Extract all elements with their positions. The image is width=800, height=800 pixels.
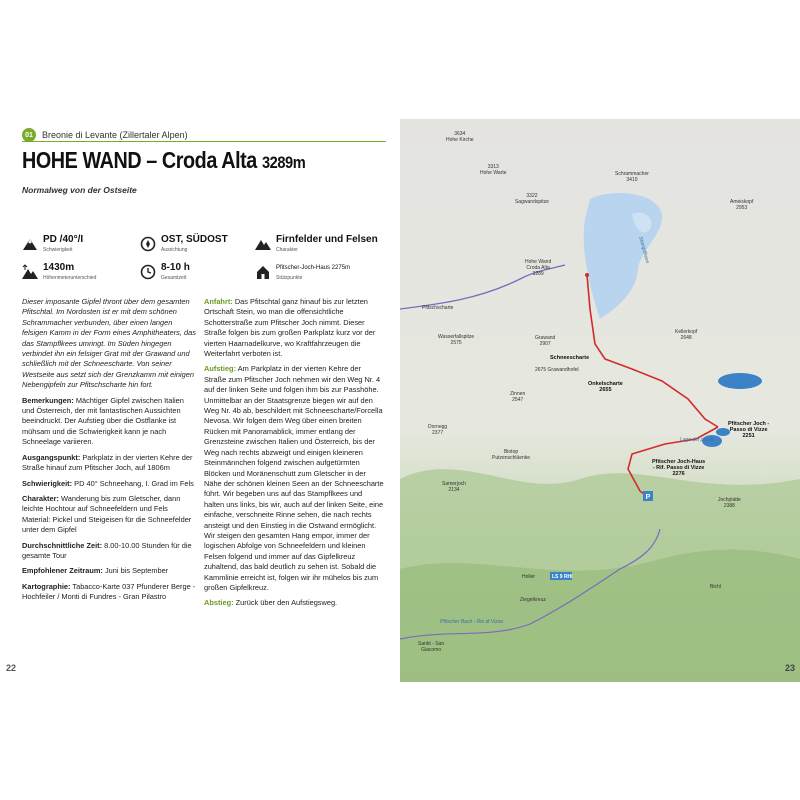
label-hohe-kirche: 3634 Hohe Kirche — [446, 131, 474, 143]
approach-label: Anfahrt: — [204, 297, 233, 306]
descent-text: Zurück über den Aufstiegsweg. — [235, 598, 338, 608]
info-hut — [255, 263, 350, 281]
intro-text: Dieser imposante Gipfel thront über dem gesamten Pfitschtal. Im Nordosten ist er mit dem schönen Schrammacher verbunden, über einen langen felsigen Kamm in der Form eines Amphitheaters, das das Stampflkees umringt. Im Süden hingegen verbindet ihn ein felsiger Grat mit der Grawand und schließlich mit der Schneescharte. Von seiner Westseite aus setzt sich der Grenzkamm mit einigen Nebengipfeln zur Pfitschscharte hin fort. — [22, 297, 196, 390]
label-pfitschscharte: Pfitschscharte — [422, 305, 454, 311]
remarks-text: Mächtiger Gipfel zwischen Italien und Österreich, der mit fantastischen Aussichten beeindruckt. Der Aufstieg über die Ostflanke ist mühsam und die Schwierigkeit kann je nach Schneelage variieren. — [22, 395, 184, 447]
label-road-number: LS 9 RHI — [552, 574, 573, 580]
parking-letter: P — [645, 494, 651, 501]
character-label: Charakter — [276, 247, 298, 253]
descent-label: Abstieg: — [204, 598, 234, 608]
character-text-label: Charakter: — [22, 493, 59, 503]
time-label: Gesamtzeit — [161, 275, 187, 281]
label-grawand: Grawand 2907 — [535, 335, 556, 347]
label-sagwandspitze: 3322 Sagwandspitze — [515, 193, 549, 205]
remarks-paragraph — [22, 396, 198, 448]
label-schneescharte: Schneescharte — [550, 355, 590, 361]
character-value: Firnfelder und Felsen — [276, 234, 378, 245]
region-header — [22, 128, 188, 142]
elevation-value: 1430m — [43, 262, 75, 273]
page-number-left: 22 — [6, 663, 17, 673]
label-hohe-wand: Hohe Wand Croda Alta 3289 — [525, 259, 552, 277]
period-paragraph — [22, 566, 198, 576]
label-biotop: Biotop Putzenschlüenke — [492, 449, 531, 461]
maps-label: Kartographie: — [22, 581, 71, 591]
label-dornegg: Dornegg 2377 — [428, 424, 448, 436]
label-hohe-warte: 3313 Hohe Warte — [480, 164, 507, 176]
label-onkelscharte: Onkelscharte 2655 — [588, 381, 623, 393]
ascent-text: Am Parkplatz in der vierten Kehre der Straße zum Pfitscher Joch nehmen wir den Weg Nr. 4 auf der linken Seite und folgen ihm bis zur Passhöhe. Unmittelbar an der Staatsgrenze biegen wir auf den Weg Nr. 4b ab, beschildert mit Schneescharte/Forcella Nevosa. Wir folgen dem Weg über einen breiten Rücken mit Panoramablick, immer entlang der Grenzsteine zwischen Italien und Österreich, bis der Weg nach rechts abzweigt und einigen kleineren Steinmännchen folgend zwischen aufgetürmten Blöcken und Moränenschutt zum Gletscher in der Nähe der schönen kleinen Seen an der Schneescharte führt. Wir begeben uns auf das Stampflkees und halten uns links, bis wir, auch auf der linken Seite, eine einfache, verschneite Rinne sehen, die nach rechts ansteigt und den Einstieg in die Ostwand ermöglicht. Wir steigen den gesamten Hang empor, immer der logischen Abfolge von Schneefeldern und kleinen Felsen folgend und immer auf das Gipfelkreuz zuhaltend, das bald deutlich zu sehen ist. Sobald die Kammlinie erreicht ist, folgen wir ihr mühelos bis zum großen Gipfelkreuz. — [204, 364, 384, 592]
difficulty-label: Schwierigkeit — [43, 247, 73, 253]
character-paragraph — [22, 494, 198, 536]
info-elevation — [22, 263, 96, 281]
time-value: 8-10 h — [161, 262, 190, 273]
info-difficulty — [22, 235, 83, 253]
approach-text: Das Pfitschtal ganz hinauf bis zur letzten Ortschaft Stein, wo man die offensichtliche Schotterstraße zum Pfitscher Joch nimmt. Dieser Straße folgen bis zum großen Parkplatz kurz vor der vierten Haarnadelkurve, wo Kraftfahrzeugen die Weiterfahrt verboten ist. — [204, 297, 376, 359]
info-grid — [22, 235, 386, 295]
difficulty-value: PD /40°/I — [43, 234, 84, 245]
page-subtitle: Normalweg von der Ostseite — [22, 185, 137, 195]
label-ameiskopf: Ameiskopf 2953 — [730, 199, 754, 211]
ascent-paragraph — [204, 364, 384, 593]
header-rule — [22, 141, 386, 142]
aspect-label: Ausrichtung — [161, 247, 188, 253]
page-title — [22, 147, 305, 174]
left-column — [22, 297, 198, 608]
period-text: Juni bis September — [104, 566, 169, 576]
label-grawandkofel: 2675 Grawandhofel — [535, 367, 579, 373]
route-number-badge: 01 — [22, 128, 36, 142]
label-bichl: Bichl — [710, 584, 721, 590]
label-stein: Sankt - San Giacomo — [418, 641, 445, 653]
lake-1 — [718, 373, 762, 389]
clock-icon — [140, 264, 156, 280]
approach-paragraph — [204, 297, 384, 359]
grade-label: Schwierigkeit: — [22, 478, 73, 488]
difficulty-icon — [22, 236, 38, 252]
label-wasserfallspitz: Wasserfallspitze 2575 — [438, 334, 475, 346]
hut-icon — [255, 264, 271, 280]
aspect-value: OST, SÜDOST — [161, 234, 228, 245]
maps-paragraph — [22, 582, 198, 603]
start-text: Parkplatz in der vierten Kehre der Straße hinauf zum Pfitscher Joch, auf 1806m — [22, 452, 193, 473]
label-river: Pfitscher Bach - Rio di Vizze — [440, 619, 503, 625]
compass-icon — [140, 236, 156, 252]
period-label: Empfohlener Zeitraum: — [22, 566, 103, 576]
duration-text: 8.00-10.00 Stunden für die gesamte Tour — [22, 540, 192, 560]
label-zinnen: Zinnen 2547 — [510, 391, 526, 403]
label-kellerkopf: Kellerkopf 2648 — [675, 329, 698, 341]
duration-label: Durchschnittliche Zeit: — [22, 540, 103, 550]
hut-label: Stützpunkte — [276, 275, 303, 281]
grade-paragraph — [22, 479, 198, 489]
region-name: Breonie di Levante (Zillertaler Alpen) — [42, 130, 188, 140]
remarks-label: Bemerkungen: — [22, 395, 74, 405]
info-aspect — [140, 235, 228, 253]
info-time — [140, 263, 190, 281]
page-number-right: 23 — [785, 663, 796, 673]
grade-text: PD 40° Schneehang, I. Grad im Fels — [74, 478, 194, 488]
title-altitude: 3289m — [261, 153, 306, 172]
label-pfitscher-haus: Pfitscher Joch-Haus - Rif. Passo di Vizze 2276 — [652, 459, 706, 477]
duration-paragraph — [22, 541, 198, 562]
elevation-icon — [22, 264, 38, 280]
start-paragraph — [22, 453, 198, 474]
info-character — [255, 235, 378, 253]
maps-text: Tabacco-Karte 037 Pfunderer Berge - Hochfeiler / Monti di Fundres - Gran Pilastro — [22, 581, 196, 602]
label-lago: Lago del passo — [680, 437, 714, 443]
label-jochplatte: Jochplatte 2388 — [718, 497, 741, 509]
label-holler: Holler — [522, 574, 536, 580]
elevation-label: Höhenmeterunterschied — [43, 275, 97, 281]
label-stampflkees: Stampflkees — [637, 235, 651, 265]
label-samerjoch: Samerjoch 2134 — [442, 481, 466, 493]
descent-paragraph — [204, 598, 384, 608]
character-text: Wanderung bis zum Gletscher, dann leichte Hochtour auf Schneefeldern und Fels Material: Pickel und Steigeisen für die Schneefelder unter dem Gipfel — [22, 493, 192, 535]
hut-value: Pfitscher-Joch-Haus 2275m — [276, 265, 351, 271]
label-ziegelkreuz: Ziegelkreuz — [520, 597, 546, 603]
summit-marker — [585, 273, 589, 277]
title-text: HOHE WAND – Croda Alta — [22, 147, 257, 173]
label-pfitscher-joch: Pfitscher Joch - Passo di Vizze 2251 — [728, 421, 770, 439]
right-column — [204, 297, 384, 614]
map-page — [400, 119, 800, 682]
label-schrammacher: Schrammacher 3410 — [615, 171, 649, 183]
start-label: Ausgangspunkt: — [22, 452, 81, 462]
ascent-label: Aufstieg: — [204, 364, 237, 374]
mountain-icon — [255, 236, 271, 252]
